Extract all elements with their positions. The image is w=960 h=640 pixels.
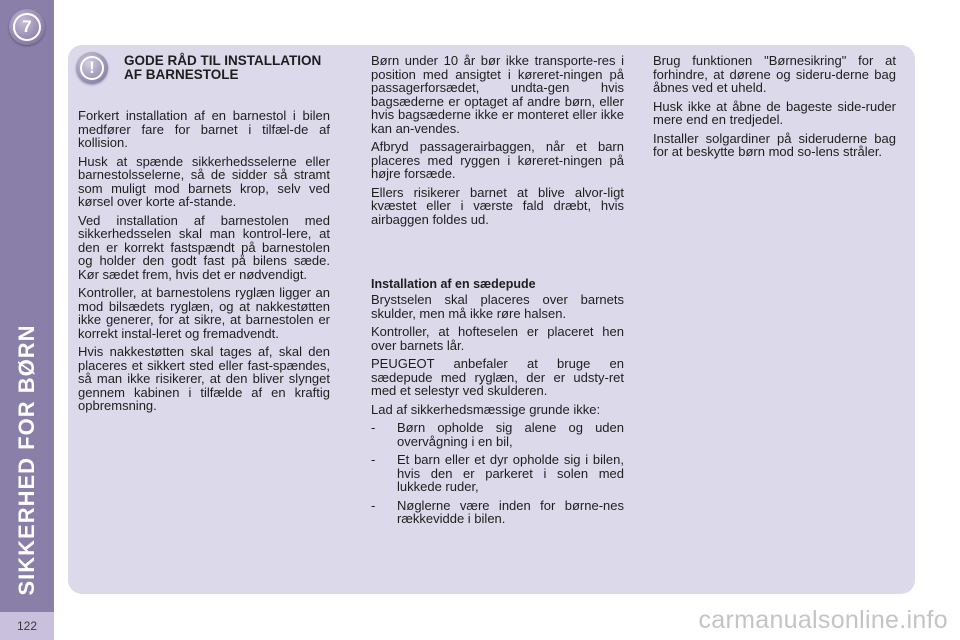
column-1 xyxy=(78,109,330,418)
paragraph: Afbryd passagerairbaggen, når et barn placeres med ryggen i køreret-ningen på højre forsæde. xyxy=(371,139,624,181)
list-item-text: Børn opholde sig alene og uden overvågning i en bil, xyxy=(397,420,624,449)
list-item xyxy=(371,499,624,526)
subheading: Installation af en sædepude xyxy=(371,277,536,291)
chapter-sidebar xyxy=(0,0,54,640)
bullet-dash: - xyxy=(371,452,376,467)
paragraph: Børn under 10 år bør ikke transporte-res i position med ansigtet i køreret-ningen på passagerforsædet, undta-gen hvis bagsæderne er optaget af andre børn, eller hvis bagsæderne ikke er monteret eller ikke kan an-vendes. xyxy=(371,53,624,136)
list-item-text: Nøglerne være inden for børne-nes rækkevidde i bilen. xyxy=(397,497,624,526)
watermark: carmanualsonline.info xyxy=(698,606,948,634)
chapter-number: 7 xyxy=(22,17,32,36)
paragraph: Kontroller, at barnestolens ryglæn ligger an mod bilsædets ryglæn, og at nakkestøtten ikke generer, for at sikre, at barnestolen er korrekt instal-leret og fremadvendt. xyxy=(78,285,330,341)
chapter-title: SIKKERHED FOR BØRN xyxy=(14,324,39,596)
paragraph: Installer solgardiner på sideruderne bag for at beskytte børn mod so-lens stråler. xyxy=(653,130,896,159)
column-2 xyxy=(371,54,624,231)
page-number: 122 xyxy=(0,612,54,640)
paragraph: Lad af sikkerhedsmæssige grunde ikke: xyxy=(371,401,601,417)
column-2-lower xyxy=(371,293,624,531)
bullet-dash: - xyxy=(371,497,376,513)
list-item-text: Et barn eller et dyr opholde sig i bilen, hvis den er parkeret i solen med lukkede ruder, xyxy=(397,452,624,494)
column-3 xyxy=(653,54,896,164)
warning-icon: ! xyxy=(76,52,108,84)
list-item xyxy=(371,453,624,494)
chapter-badge-icon xyxy=(9,9,45,45)
paragraph: Husk at spænde sikkerhedsselerne eller barnestolsselerne, så de sidder så stramt som muligt mod barnets krop, selv ved kørsel over korte af-stande. xyxy=(78,153,330,209)
list-item xyxy=(371,421,624,448)
paragraph: Kontroller, at hofteselen er placeret hen over barnets lår. xyxy=(371,324,624,353)
paragraph: Husk ikke at åbne de bageste side-ruder mere end en tredjedel. xyxy=(653,98,896,127)
bullet-dash: - xyxy=(371,420,376,435)
paragraph: Hvis nakkestøtten skal tages af, skal den placeres et sikkert sted eller fast-spændes, så man ikke risikerer, at den bliver slynget gennem kabinen i tilfælde af en kraftig opbremsning. xyxy=(78,344,330,413)
section-heading: GODE RÅD TIL INSTALLATION AF BARNESTOLE xyxy=(124,53,322,82)
bullet-list xyxy=(371,421,624,526)
paragraph: Ved installation af barnestolen med sikkerhedsselen skal man kontrol-lere, at den er korrekt fastspændt på barnestolen og holder den godt fast på bilens sæde. Kør sædet frem, hvis det er nødvendigt. xyxy=(78,212,330,282)
paragraph: Ellers risikerer barnet at blive alvor-ligt kvæstet eller i værste fald dræbt, hvis airbaggen foldes ud. xyxy=(371,184,624,227)
paragraph: Brug funktionen "Børnesikring" for at forhindre, at dørene og sideru-derne bag åbnes ved et uheld. xyxy=(653,53,896,95)
paragraph: PEUGEOT anbefaler at bruge en sædepude med ryglæn, der er udsty-ret med et selestyr ved skulderen. xyxy=(371,356,624,398)
paragraph: Forkert installation af en barnestol i bilen medfører fare for barnet i tilfæl-de af kollision. xyxy=(78,108,330,150)
paragraph: Brystselen skal placeres over barnets skulder, men må ikke røre halsen. xyxy=(371,292,624,321)
